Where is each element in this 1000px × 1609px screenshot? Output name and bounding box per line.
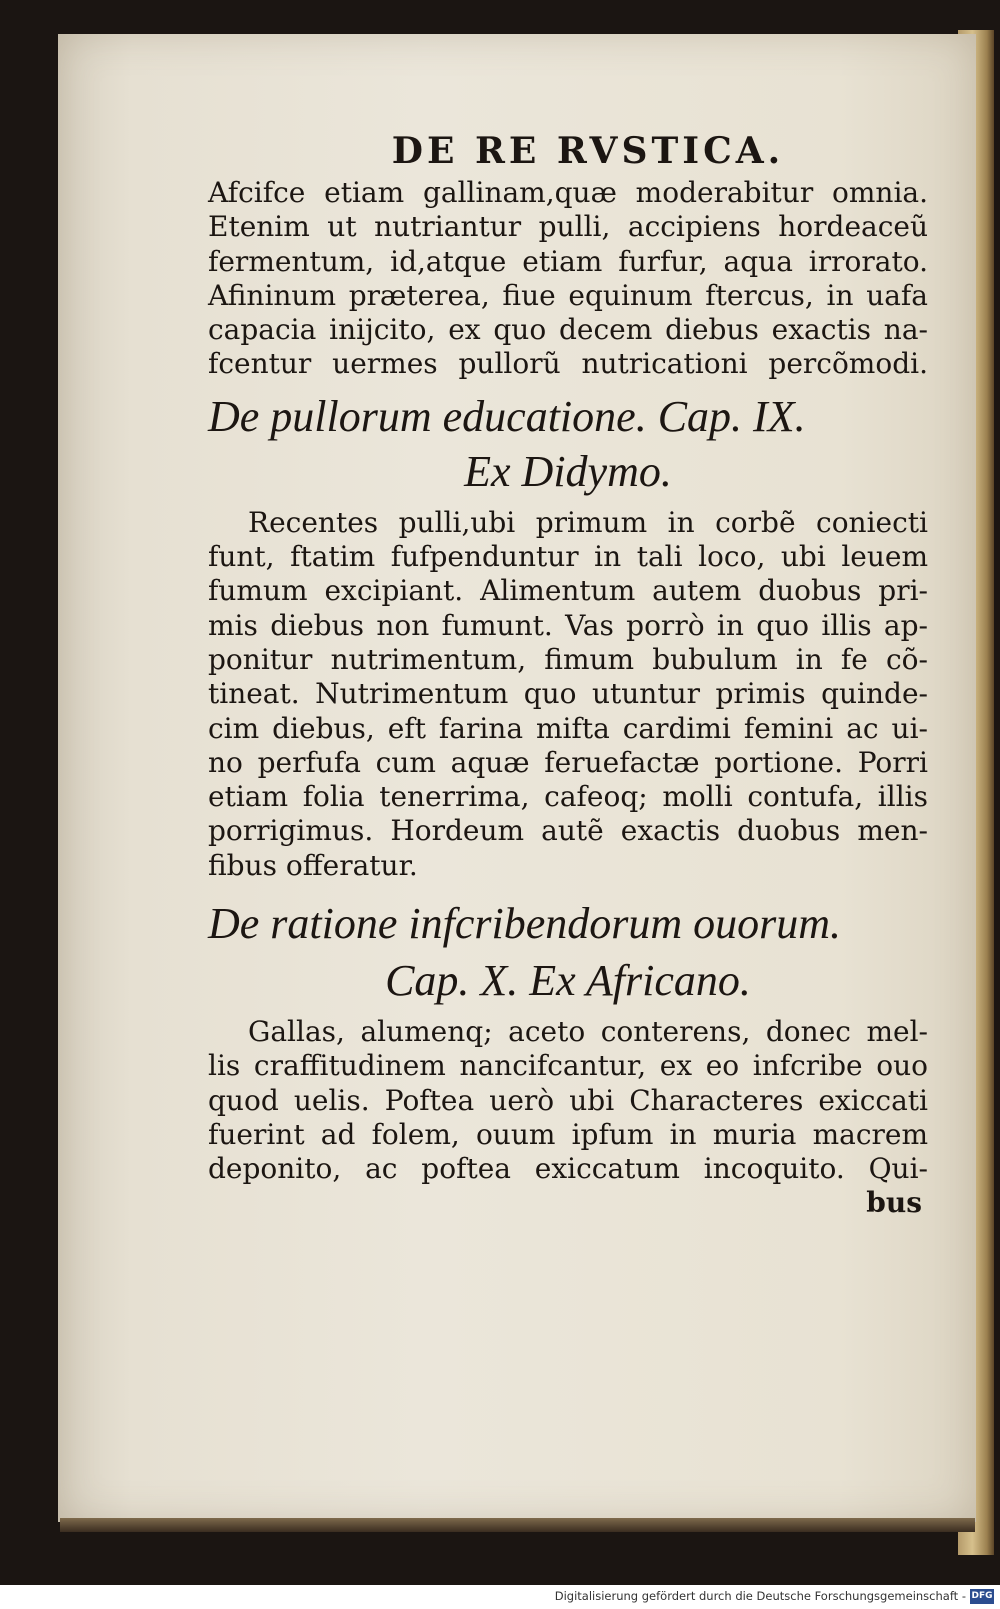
text-line: Afininum præterea, fiue equinum ftercus, in uafa: [208, 278, 928, 312]
text-line: fermentum, id,atque etiam furfur, aqua irrorato.: [208, 244, 928, 278]
text-line: tineat. Nutrimentum quo utuntur primis quinde-: [208, 677, 928, 711]
text-line: Afcifce etiam gallinam,quæ moderabitur omnia.: [208, 176, 928, 209]
text-line: quod uelis. Poftea uerò ubi Characteres exiccati: [208, 1083, 928, 1117]
text-line: Etenim ut nutriantur pulli, accipiens hordeaceũ: [208, 210, 928, 244]
chapter-10-source: Cap. X. Ex Africano.: [385, 956, 751, 1006]
page-bottom-edge: [60, 1518, 975, 1532]
text-line: etiam folia tenerrima, cafeoq; molli contufa, illis: [208, 780, 928, 814]
text-line: fcentur uermes pullorũ nutricationi percõmodi.: [208, 347, 928, 381]
text-line: lis craffitudinem nancifcantur, ex eo infcribe ouo: [208, 1049, 928, 1083]
text-line: no perfufa cum aquæ feruefactæ portione. Porri: [208, 745, 928, 779]
dfg-logo-icon: DFG: [970, 1589, 994, 1604]
chapter-9-source: Ex Didymo.: [464, 446, 672, 496]
text-line: fumum excipiant. Alimentum autem duobus pri-: [208, 574, 928, 608]
footer-bar: [0, 1587, 1000, 1609]
text-line: porrigimus. Hordeum autẽ exactis duobus men-: [208, 814, 928, 848]
chapter-9-title: De pullorum educatione. Cap. IX.: [208, 391, 806, 441]
text-line: Recentes pulli,ubi primum in corbẽ coniecti: [248, 505, 928, 539]
running-head: DE RE RVSTICA.: [391, 130, 785, 172]
text-line: cim diebus, eft farina mifta cardimi femini ac ui-: [208, 711, 928, 745]
text-line: funt, ftatim fufpenduntur in tali loco, ubi leuem: [208, 540, 928, 574]
text-line: fuerint ad folem, ouum ipfum in muria macrem: [208, 1117, 928, 1151]
text-line: Gallas, alumenq; aceto conterens, donec mel-: [248, 1015, 928, 1049]
section-intro: [208, 176, 928, 382]
chapter-9-body: [208, 506, 928, 883]
text-line: deponito, ac poftea exiccatum incoquito. Qui-: [208, 1152, 928, 1186]
funding-credit: Digitalisierung gefördert durch die Deutsche Forschungsgemeinschaft -: [554, 1589, 966, 1603]
text-line: capacia inijcito, ex quo decem diebus exactis na-: [208, 313, 928, 347]
catchword: bus: [866, 1185, 922, 1219]
chapter-10-body: [208, 1015, 928, 1218]
text-line: ponitur nutrimentum, fimum bubulum in fe cõ-: [208, 642, 928, 676]
page-text: [208, 130, 928, 1219]
text-line: mis diebus non fumunt. Vas porrò in quo illis ap-: [208, 608, 928, 642]
chapter-10-title: De ratione infcribendorum ouorum.: [208, 899, 842, 949]
text-line: fibus offeratur.: [208, 848, 418, 882]
